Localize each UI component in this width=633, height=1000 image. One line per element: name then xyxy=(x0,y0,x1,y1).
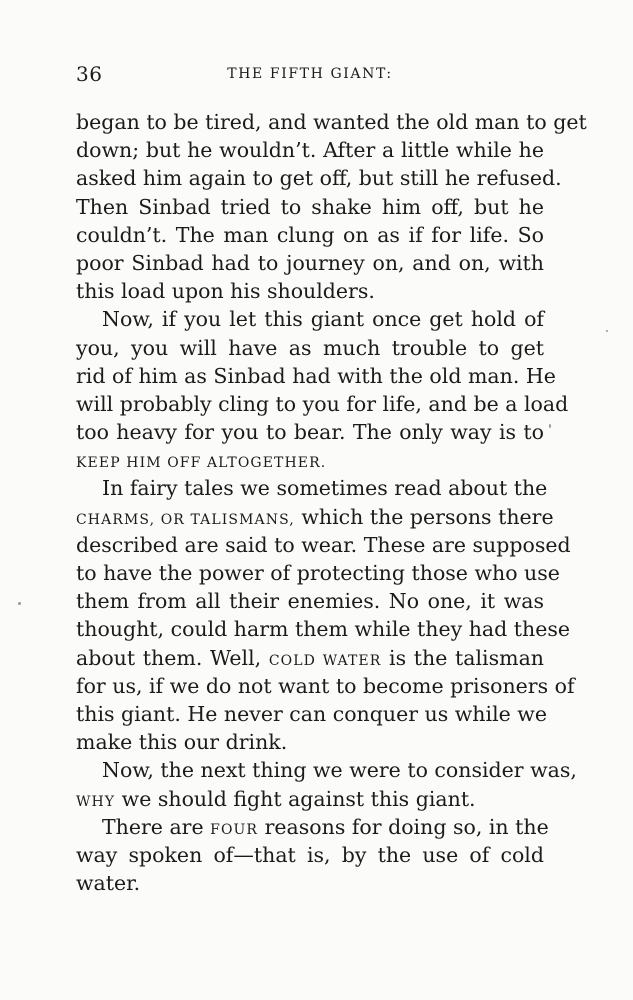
text-line: them from all their enemies. No one, it was xyxy=(76,589,544,614)
text-line: water. xyxy=(76,871,141,896)
text-line: poor Sinbad had to journey on, and on, with xyxy=(76,250,544,275)
print-speck xyxy=(18,602,21,605)
text-line: began to be tired, and wanted the old man to get xyxy=(76,110,587,134)
text-line: for us, if we do not want to become prisoners of xyxy=(76,673,575,698)
text-line: this load upon his shoulders. xyxy=(76,279,375,304)
text-line: about them. Well, COLD WATER is the talisman xyxy=(76,645,545,670)
text-line: described are said to wear. These are supposed xyxy=(76,532,571,557)
running-head xyxy=(76,62,544,92)
print-speck xyxy=(549,424,551,428)
body-text xyxy=(76,108,587,897)
text-line: WHY we should fight against this giant. xyxy=(76,786,476,811)
text-line: way spoken of—that is, by the use of cold xyxy=(76,842,544,867)
small-caps-phrase: FOUR xyxy=(210,821,259,838)
text-line: this giant. He never can conquer us while we xyxy=(76,701,547,726)
text-line: to have the power of protecting those who use xyxy=(76,561,560,585)
text-line xyxy=(76,446,544,474)
text-line: rid of him as Sinbad had with the old man. He xyxy=(76,363,556,388)
text-line: Now, if you let this giant once get hold of xyxy=(102,307,544,332)
small-caps-phrase: WHY xyxy=(76,793,116,810)
small-caps-phrase: KEEP HIM OFF ALTOGETHER. xyxy=(76,455,327,472)
text-line: Then Sinbad tried to shake him off, but he xyxy=(76,194,544,219)
small-caps-phrase: COLD WATER xyxy=(268,652,382,669)
text-line: CHARMS, OR TALISMANS, which the persons there xyxy=(76,504,554,529)
text-line: asked him again to get off, but still he refused. xyxy=(76,166,562,191)
text-line: will probably cling to you for life, and be a load xyxy=(76,391,569,416)
page-number: 36 xyxy=(76,62,103,86)
small-caps-phrase: CHARMS, OR TALISMANS, xyxy=(76,511,295,528)
text-line: you, you will have as much trouble to get xyxy=(76,335,544,360)
text-line: down; but he wouldn’t. After a little while he xyxy=(76,138,544,163)
running-title: THE FIFTH GIANT: xyxy=(227,66,393,82)
print-speck xyxy=(606,330,608,332)
text-line: thought, could harm them while they had these xyxy=(76,617,570,642)
text-line: too heavy for you to bear. The only way is to xyxy=(76,420,544,445)
text-line: Now, the next thing we were to consider was, xyxy=(102,758,577,783)
text-line: make this our drink. xyxy=(76,730,288,755)
text-line: In fairy tales we sometimes read about the xyxy=(102,476,548,501)
text-line: couldn’t. The man clung on as if for life. So xyxy=(76,222,544,247)
text-line: There are FOUR reasons for doing so, in the xyxy=(102,814,549,839)
